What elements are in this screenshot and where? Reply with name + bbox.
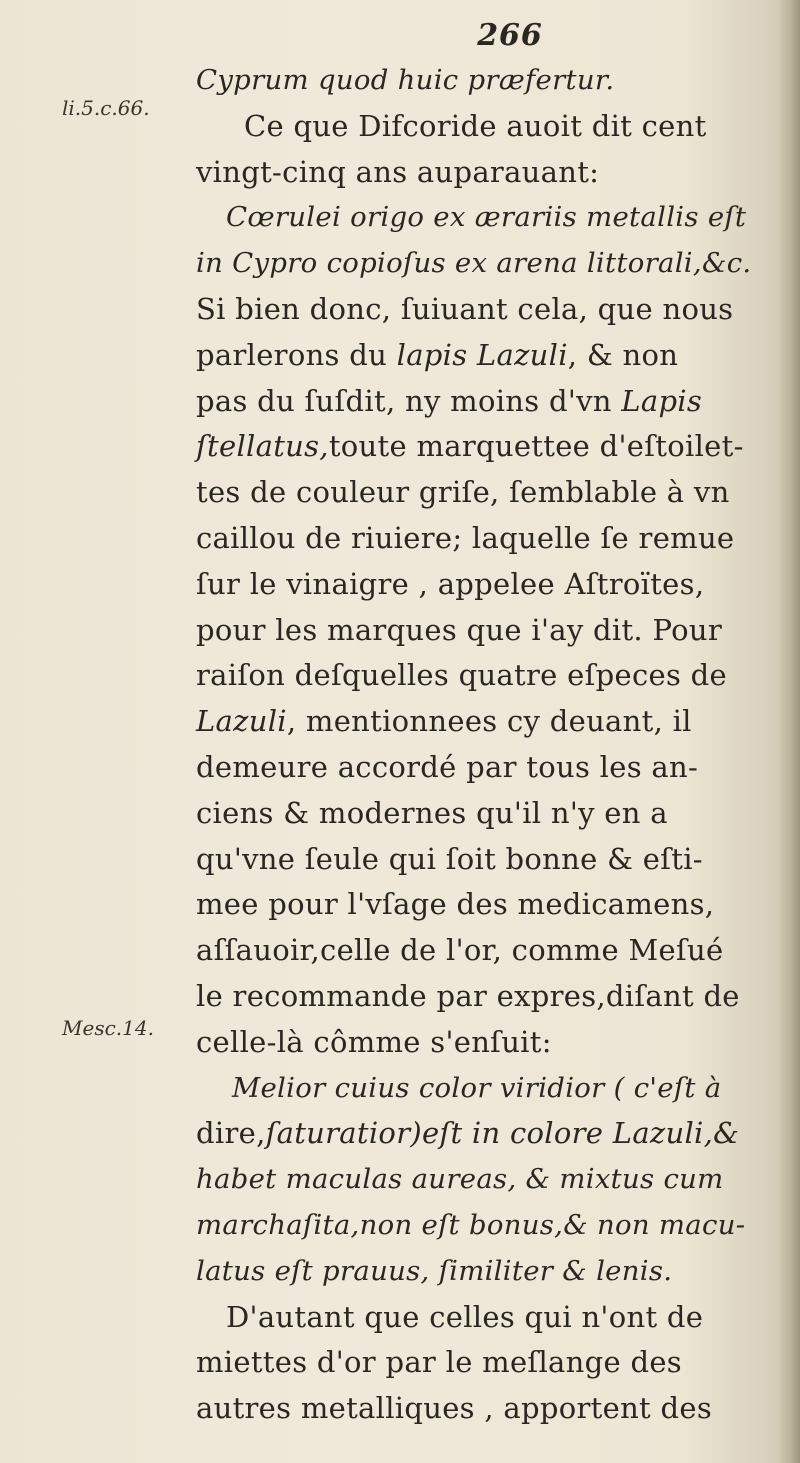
text-line: Ce que Difcoride auoit dit cent xyxy=(244,108,707,143)
margin-note-reference-2: Mesc.14. xyxy=(62,1016,154,1040)
text-line xyxy=(196,1111,776,1157)
margin-note-reference-1: li.5.c.66. xyxy=(62,96,150,120)
text-line: latus eſt prauus, ſimiliter & lenis. xyxy=(196,1254,673,1287)
text-line: qu'vne ſeule qui ſoit bonne & eſti- xyxy=(196,841,703,876)
text-line: tes de couleur griſe, ſemblable à vn xyxy=(196,475,730,510)
text-run-italic: Lazuli xyxy=(196,704,287,739)
text-line: Cyprum quod huic præfertur. xyxy=(196,64,615,96)
text-line: Cœrulei origo ex ærariis metallis eſt xyxy=(226,201,747,234)
text-line xyxy=(196,699,776,745)
text-line: D'autant que celles qui n'ont de xyxy=(226,1299,704,1334)
text-line: pour les marques que i'ay dit. Pour xyxy=(196,612,723,647)
text-line: le recommande par expres,diſant de xyxy=(196,978,740,1013)
text-line: ciens & modernes qu'il n'y en a xyxy=(196,795,668,830)
text-run-italic: Lapis xyxy=(621,383,703,418)
text-line xyxy=(196,333,776,379)
text-line: demeure accordé par tous les an- xyxy=(196,749,699,784)
text-run: pas du ſuſdit, ny moins d'vn xyxy=(196,383,622,418)
text-run-italic: lapis Lazuli xyxy=(396,337,568,372)
page-edge-shadow xyxy=(778,0,800,1463)
text-line: autres metalliques , apportent des xyxy=(196,1391,713,1426)
text-line: ſur le vinaigre , appelee Aſtroïtes, xyxy=(196,566,705,601)
text-run: , & non xyxy=(567,337,679,372)
text-line: celle-là cômme s'enſuit: xyxy=(196,1024,552,1059)
body-text xyxy=(196,58,776,1432)
text-line: aſſauoir,celle de l'or, comme Meſué xyxy=(196,933,724,968)
page-number: 266 xyxy=(477,18,543,53)
text-line xyxy=(196,424,776,470)
text-line: Si bien donc, ſuiuant cela, que nous xyxy=(196,291,734,326)
text-line: caillou de riuiere; laquelle ſe remue xyxy=(196,520,735,555)
text-run: parlerons du xyxy=(196,337,397,372)
text-line: in Cypro copioſus ex arena littorali,&c. xyxy=(196,247,752,280)
text-line: miettes d'or par le meſlange des xyxy=(196,1345,682,1380)
text-line: Melior cuius color viridior ( c'eſt à xyxy=(232,1071,722,1104)
text-line: habet maculas aureas, & mixtus cum xyxy=(196,1163,724,1196)
text-line: marchaſita,non eſt bonus,& non macu- xyxy=(196,1208,746,1241)
text-line xyxy=(196,379,776,425)
text-line: raiſon deſquelles quatre eſpeces de xyxy=(196,658,727,693)
text-line: mee pour l'vſage des medicamens, xyxy=(196,887,715,922)
text-run: , mentionnees cy deuant, il xyxy=(286,704,692,739)
text-run: toute marquettee d'eſtoilet- xyxy=(328,429,744,464)
text-run: dire, xyxy=(196,1116,266,1151)
text-run-italic: ſtellatus, xyxy=(196,429,329,464)
text-run-italic: ſaturatior)eſt in colore Lazuli,& xyxy=(265,1116,740,1151)
text-line: vingt-cinq ans auparauant: xyxy=(196,154,600,189)
